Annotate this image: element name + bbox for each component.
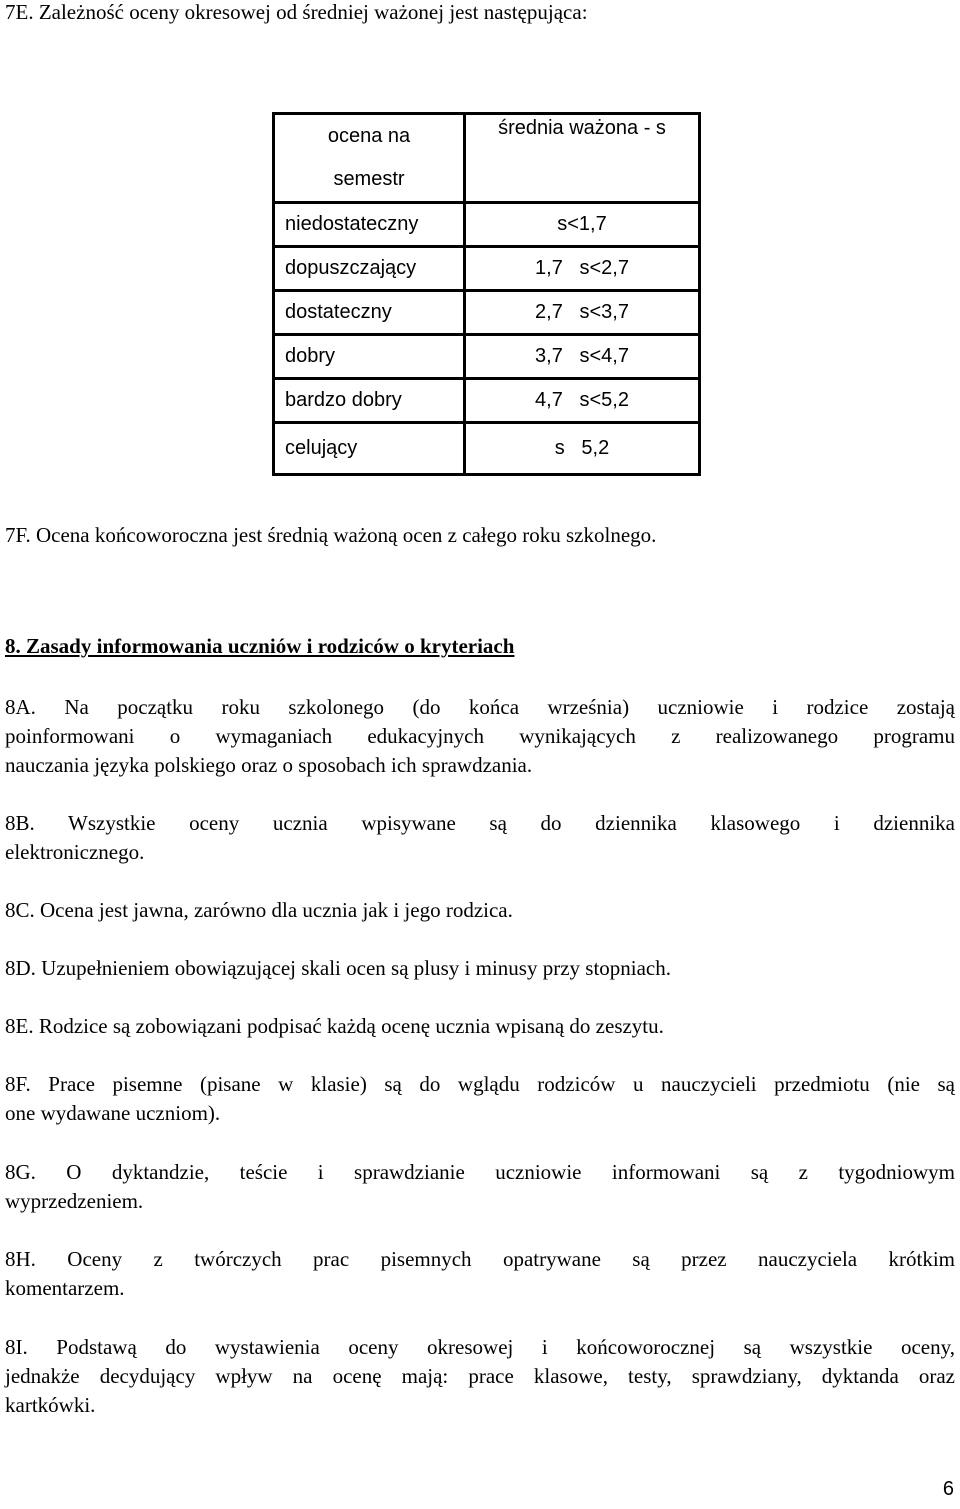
grade-cell: dopuszczający	[274, 247, 465, 291]
paragraph-8h-line1: 8H. Oceny z twórczych prac pisemnych opatrywane są przez nauczyciela krótkim	[5, 1247, 955, 1271]
table-row	[274, 423, 700, 475]
range-cell: 1,7 s<2,7	[465, 247, 700, 291]
grade-cell: dobry	[274, 335, 465, 379]
paragraph-8e: 8E. Rodzice są zobowiązani podpisać każdą ocenę ucznia wpisaną do zeszytu.	[5, 1014, 664, 1038]
grade-cell: celujący	[274, 423, 465, 475]
header-average-cell: średnia ważona - s	[465, 114, 700, 203]
paragraph-8g-line2: wyprzedzeniem.	[5, 1189, 144, 1213]
grade-table	[272, 112, 701, 476]
paragraph-8i-line2: jednakże decydujący wpływ na ocenę mają: prace klasowe, testy, sprawdziany, dyktanda oraz	[5, 1364, 955, 1388]
table-row	[274, 335, 700, 379]
paragraph-8f-line2: one wydawane uczniom).	[5, 1101, 221, 1125]
table-row	[274, 379, 700, 423]
paragraph-8a-line1: 8A. Na początku roku szkolonego (do końca września) uczniowie i rodzice zostają	[5, 695, 955, 719]
header-grade-cell	[274, 114, 465, 203]
paragraph-8b-line2: elektronicznego.	[5, 840, 145, 864]
section-8-title: 8. Zasady informowania uczniów i rodziców o kryteriach	[5, 634, 515, 658]
paragraph-8b-line1: 8B. Wszystkie oceny ucznia wpisywane są do dziennika klasowego i dziennika	[5, 811, 955, 835]
paragraph-8i-line3: kartkówki.	[5, 1393, 96, 1417]
table-row	[274, 203, 700, 247]
grade-cell: niedostateczny	[274, 203, 465, 247]
paragraph-8g-line1: 8G. O dyktandzie, teście i sprawdzianie uczniowie informowani są z tygodniowym	[5, 1160, 955, 1184]
range-cell: 4,7 s<5,2	[465, 379, 700, 423]
paragraph-8d: 8D. Uzupełnieniem obowiązującej skali ocen są plusy i minusy przy stopniach.	[5, 956, 672, 980]
paragraph-7e: 7E. Zależność oceny okresowej od średniej ważonej jest następująca:	[5, 0, 588, 24]
paragraph-7f: 7F. Ocena końcoworoczna jest średnią ważoną ocen z całego roku szkolnego.	[5, 523, 657, 547]
paragraph-8c: 8C. Ocena jest jawna, zarówno dla ucznia jak i jego rodzica.	[5, 898, 513, 922]
paragraph-8f-line1: 8F. Prace pisemne (pisane w klasie) są do wglądu rodziców u nauczycieli przedmiotu (nie są	[5, 1072, 955, 1096]
table-row	[274, 247, 700, 291]
range-cell: s 5,2	[465, 423, 700, 475]
table-row	[274, 291, 700, 335]
paragraph-8a-line3: nauczania języka polskiego oraz o sposobach ich sprawdzania.	[5, 753, 533, 777]
paragraph-8h-line2: komentarzem.	[5, 1276, 125, 1300]
header-grade-line2: semestr	[333, 168, 405, 190]
range-cell: s<1,7	[465, 203, 700, 247]
header-grade-line1: ocena na	[327, 125, 411, 147]
grade-cell: dostateczny	[274, 291, 465, 335]
paragraph-8a-line2: poinformowani o wymaganiach edukacyjnych wynikających z realizowanego programu	[5, 724, 955, 748]
page-number: 6	[942, 1478, 954, 1500]
grade-cell: bardzo dobry	[274, 379, 465, 423]
range-cell: 2,7 s<3,7	[465, 291, 700, 335]
range-cell: 3,7 s<4,7	[465, 335, 700, 379]
paragraph-8i-line1: 8I. Podstawą do wystawienia oceny okresowej i końcoworocznej są wszystkie oceny,	[5, 1335, 955, 1359]
table-header-row	[274, 114, 700, 203]
